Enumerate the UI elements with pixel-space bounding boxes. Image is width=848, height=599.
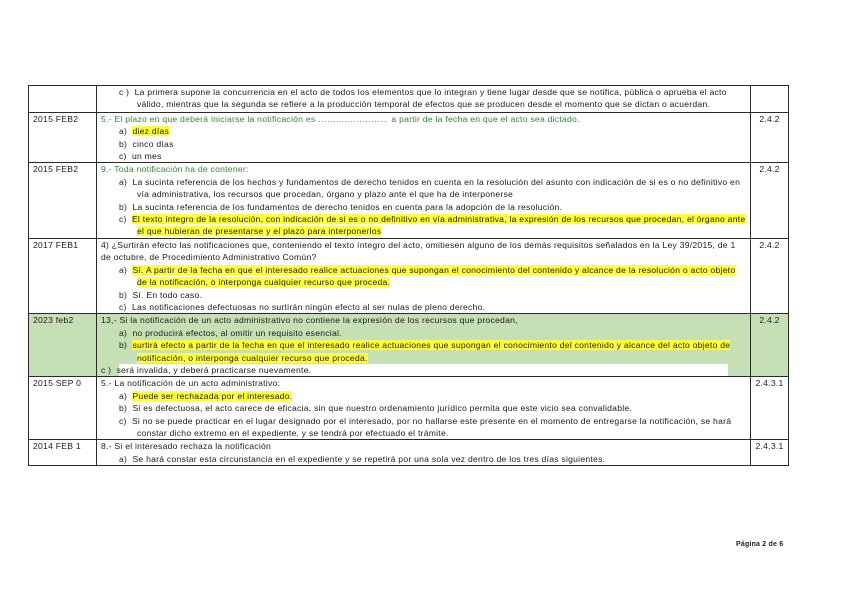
answer-option: a) no producirá efectos, al omitir un requisito esencial. bbox=[119, 327, 342, 338]
topic-ref: 2.4.2 bbox=[751, 314, 789, 377]
answer-option: c) un mes bbox=[119, 151, 162, 162]
table-row bbox=[29, 377, 789, 440]
answer-option: c ) será invalida, y deberá practicarse nuevamente. bbox=[119, 364, 746, 376]
answer-option: a) Sí. A partir de la fecha en que el interesado realice actuaciones que supongan el conocimiento del contenido y alcance de la resolución o acto objeto de la notificación, o interponga cualquier recurso que proceda. bbox=[119, 264, 736, 288]
answer-option: b) surtirá efecto a partir de la fecha en que el interesado realice actuaciones que supongan el conocimiento del contenido y alcance del acto objeto de notificación, o interponga cualquier recurso que proceda. bbox=[119, 340, 731, 363]
exam-date: 2015 FEB2 bbox=[29, 163, 97, 238]
exam-date: 2014 FEB 1 bbox=[29, 440, 97, 466]
answer-option: b) La sucinta referencia de los fundamentos de derecho tenidos en cuenta para la adopción de la resolución. bbox=[119, 201, 563, 212]
table-row bbox=[29, 163, 789, 238]
table-row bbox=[29, 238, 789, 313]
page-number: Página 2 de 6 bbox=[736, 541, 784, 548]
question-cell bbox=[97, 238, 751, 313]
answer-option: c) El texto íntegro de la resolución, con indicación de si es o no definitivo en vía administrativa, la expresión de los recursos que procedan, el órgano ante el que hubieran de presentarse y el plazo para interponerlos bbox=[119, 214, 746, 237]
topic-ref: 2.4.2 bbox=[751, 163, 789, 238]
question-cell bbox=[97, 377, 751, 440]
answer-option: a) La sucinta referencia de los hechos y fundamentos de derecho tenidos en cuenta en la resolución del asunto con indicación de si es o no definitivo en vía administrativa, los recursos que procedan, órgano y plazo ante el que ha de interponerse bbox=[119, 176, 741, 200]
table-row bbox=[29, 112, 789, 163]
answer-option: c) Si no se puede practicar en el lugar designado por el interesado, por no hallarse este presente en el momento de entregarse la notificación, se hará constar dicho extremo en el expediente, y se tendrá por efectuado el trámite. bbox=[119, 415, 732, 438]
answer-option: c ) La primera supone la concurrencia en el acto de todos los elementos que lo integran y tiene lugar desde que se notifica, pública o aprueba el acto válido, mientras que la segunda se refiere a la producción temporal de efectos que se producen desde el momento que se dictan o acuerdan. bbox=[119, 87, 727, 110]
answer-option: b) Si es defectuosa, el acto carece de eficacia, sin que nuestro ordenamiento jurídico permita que este vicio sea convalidable. bbox=[119, 403, 633, 414]
answer-option: c) Las notificaciones defectuosas no surtirán ningún efecto al ser nulas de pleno derecho. bbox=[119, 301, 486, 312]
question-cell bbox=[97, 112, 751, 163]
exam-date bbox=[29, 86, 97, 113]
answer-option: a) Puede ser rechazada por el interesado. bbox=[119, 390, 293, 401]
topic-ref: 2.4.3.1 bbox=[751, 377, 789, 440]
topic-ref: 2.4.2 bbox=[751, 112, 789, 163]
questions-table bbox=[28, 85, 789, 466]
question-text: 5.- La notificación de un acto administrativo: bbox=[101, 378, 281, 389]
answer-option: a) diez días bbox=[119, 126, 170, 137]
question-text: 8.- Si el interesado rechaza la notificación bbox=[101, 441, 272, 452]
exam-date: 2023 feb2 bbox=[29, 314, 97, 377]
question-text: 13,- Si la notificación de un acto administrativo no contiene la expresión de los recursos que procedan, bbox=[101, 315, 518, 326]
exam-date: 2015 SEP 0 bbox=[29, 377, 97, 440]
question-cell bbox=[97, 440, 751, 466]
table-row bbox=[29, 86, 789, 113]
question-cell bbox=[97, 314, 751, 377]
topic-ref bbox=[751, 86, 789, 113]
question-text: 4) ¿Surtirán efecto las notificaciones que, conteniendo el texto íntegro del acto, omitiesen alguno de los demás requisitos señalados en la Ley 39/2015, de 1 de octubre, de Procedimiento Administrativo Común? bbox=[101, 239, 736, 263]
exam-date: 2017 FEB1 bbox=[29, 238, 97, 313]
question-text: 9.- Toda notificación ha de contener: bbox=[101, 164, 249, 175]
exam-date: 2015 FEB2 bbox=[29, 112, 97, 163]
answer-option: b) Sí. En todo caso. bbox=[119, 289, 203, 300]
question-cell bbox=[97, 163, 751, 238]
topic-ref: 2.4.2 bbox=[751, 238, 789, 313]
answer-option: b) cinco días bbox=[119, 138, 174, 149]
question-cell bbox=[97, 86, 751, 113]
table-row bbox=[29, 440, 789, 466]
table-row-highlighted bbox=[29, 314, 789, 377]
topic-ref: 2.4.3.1 bbox=[751, 440, 789, 466]
answer-option: a) Se hará constar esta circunstancia en el expediente y se repetirá por una sola vez dentro de los tres días siguientes. bbox=[119, 453, 606, 464]
question-text: 5.- El plazo en que deberá iniciarse la notificación es …………………… a partir de la fecha en que el acto sea dictado. bbox=[101, 113, 580, 124]
